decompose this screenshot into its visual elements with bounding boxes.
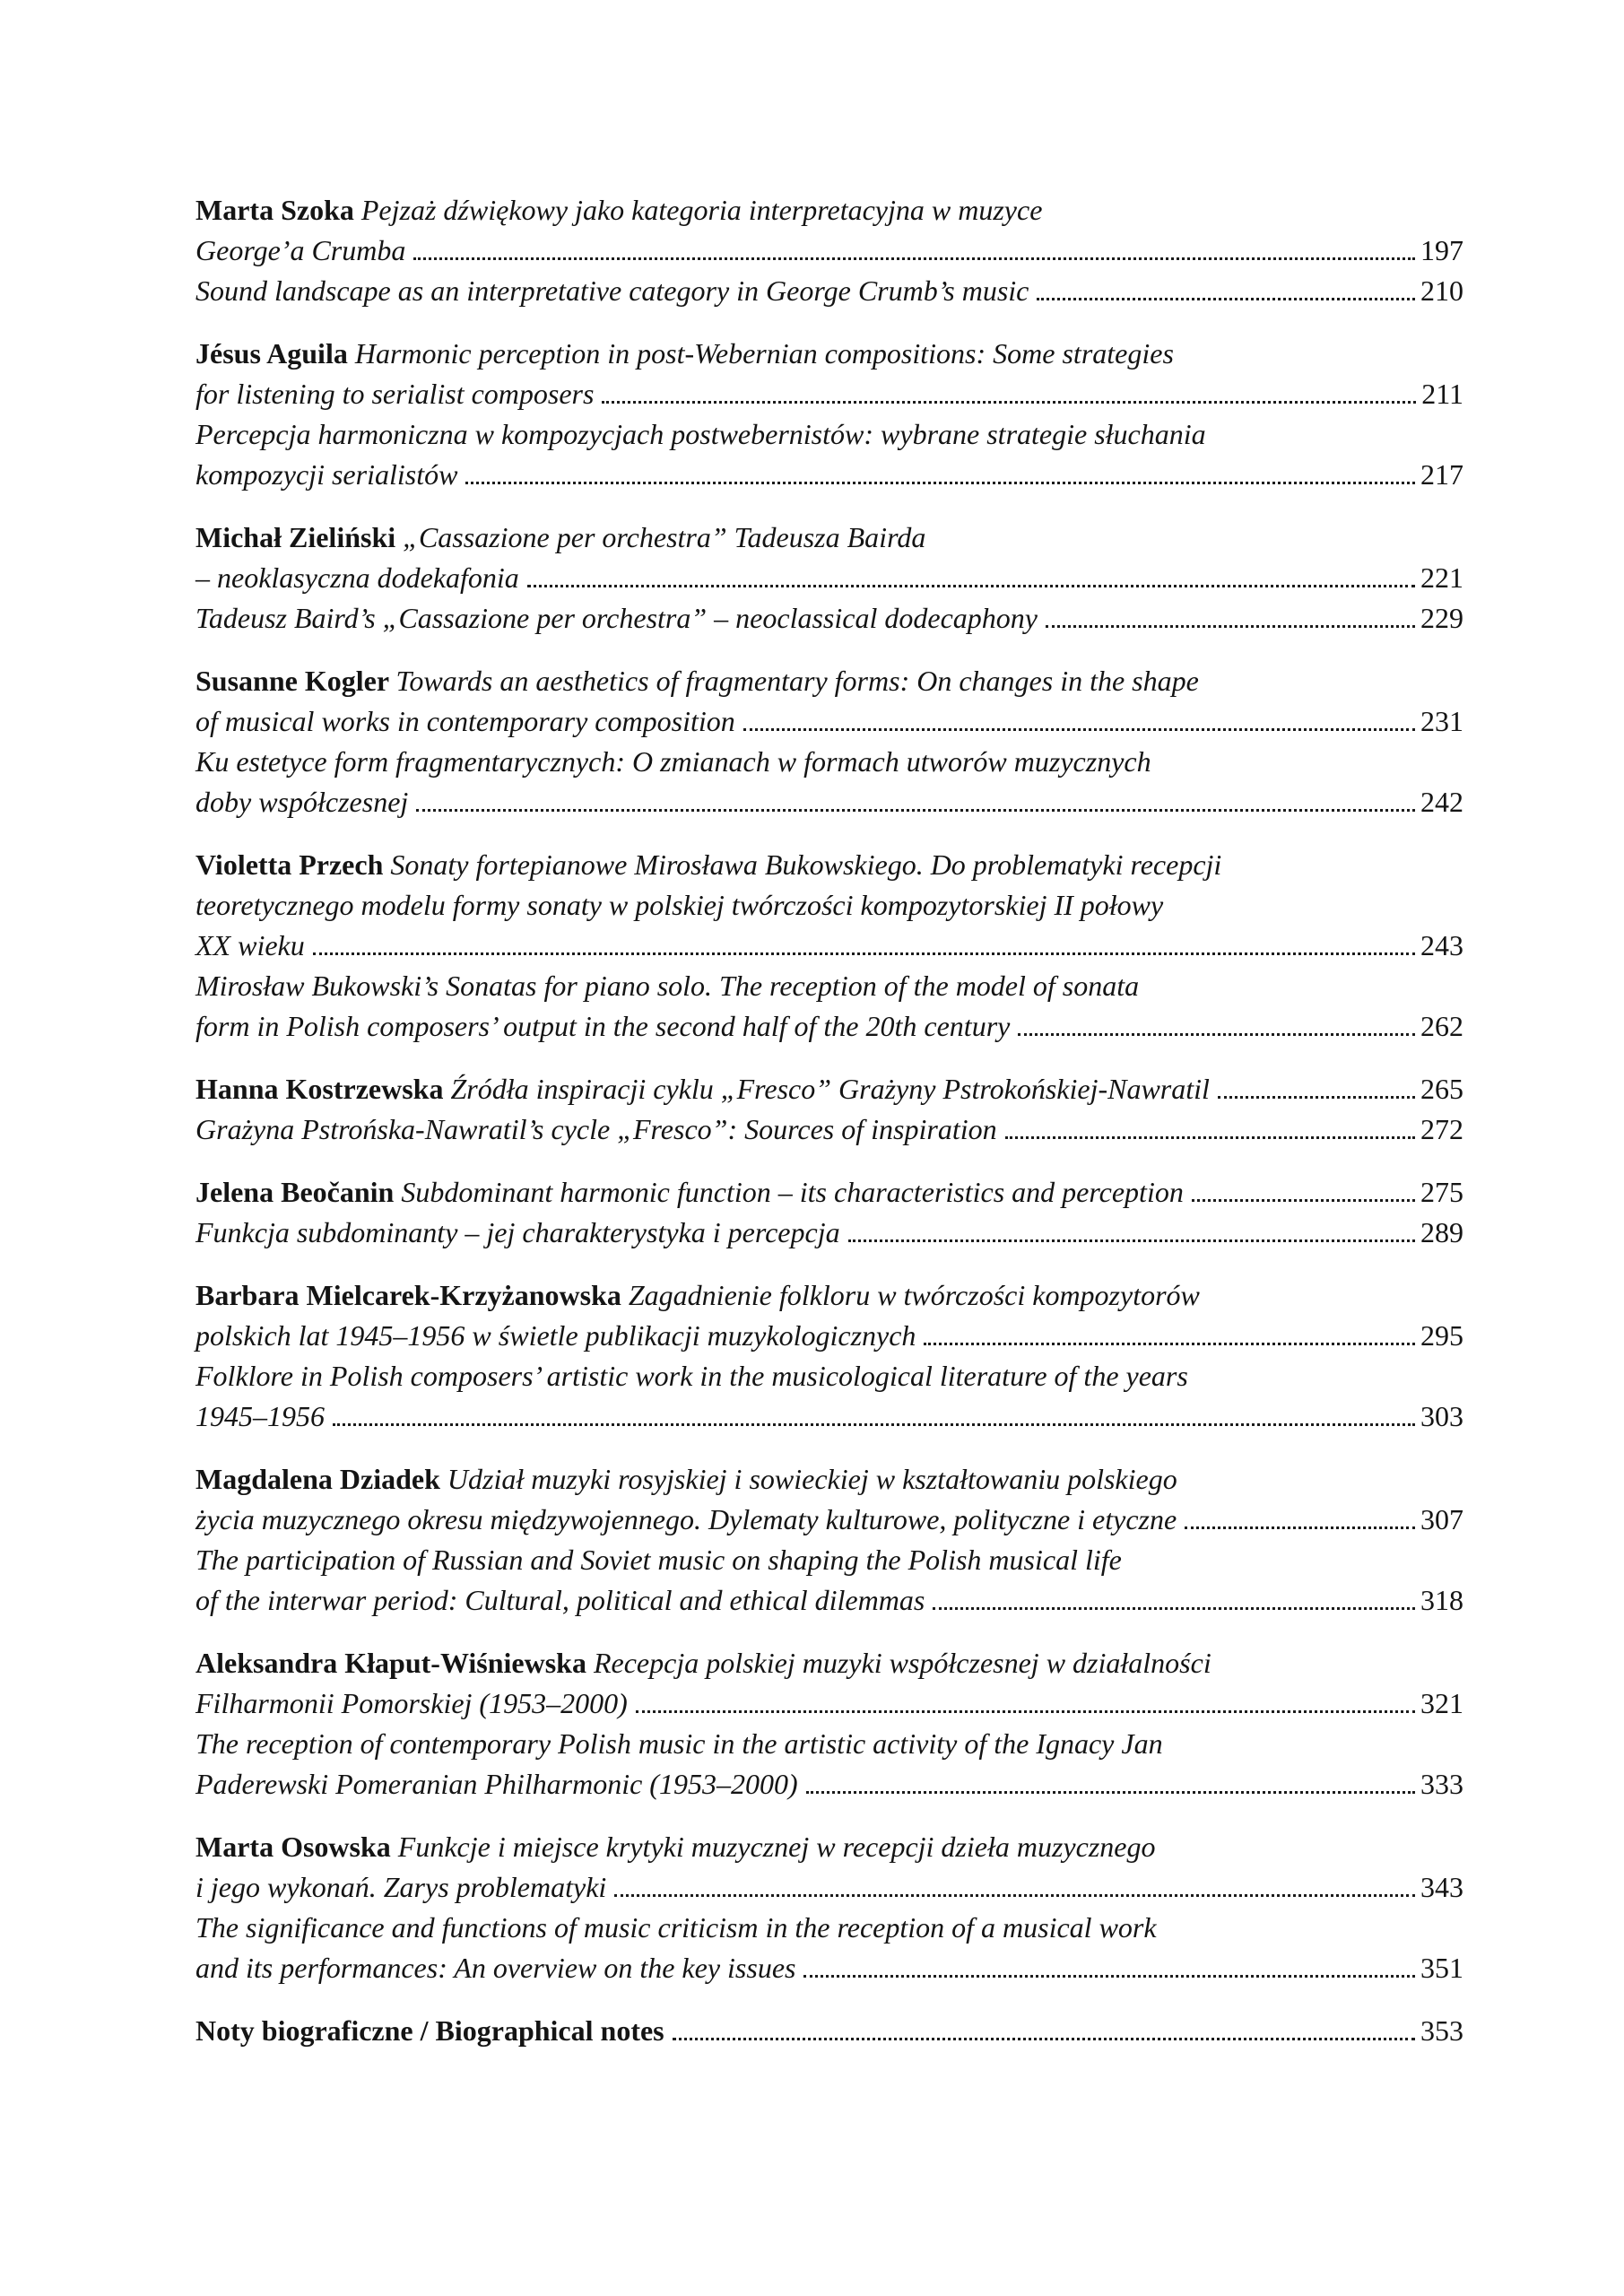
title-text: Percepcja harmoniczna w kompozycjach postwebernistów: wybrane strategie słuchania <box>195 418 1206 450</box>
toc-line <box>195 455 1463 495</box>
title-text: for listening to serialist composers <box>195 378 595 410</box>
page-number: 229 <box>1420 602 1463 634</box>
title-text: XX wieku <box>195 929 305 961</box>
toc-line <box>195 966 1463 1006</box>
dot-leader <box>1046 625 1415 628</box>
toc-line-text <box>195 1172 1184 1213</box>
dot-leader <box>465 482 1415 484</box>
toc-line <box>195 1213 1463 1253</box>
dot-leader <box>416 809 1415 812</box>
page-number: 265 <box>1420 1073 1463 1105</box>
toc-line-text <box>195 1827 1155 1867</box>
author-name: Violetta Przech <box>195 848 391 881</box>
toc-line <box>195 1540 1463 1580</box>
title-text: The reception of contemporary Polish music in the artistic activity of the Ignacy Jan <box>195 1727 1163 1760</box>
toc-line <box>195 885 1463 926</box>
title-text: kompozycji serialistów <box>195 458 458 491</box>
toc-line-text <box>195 1540 1122 1580</box>
toc-line-text <box>195 1908 1157 1948</box>
dot-leader <box>602 401 1416 404</box>
toc-entry <box>195 661 1463 822</box>
author-name: Barbara Mielcarek-Krzyżanowska <box>195 1279 629 1311</box>
toc-line-text <box>195 1459 1177 1500</box>
title-text: Harmonic perception in post-Webernian compositions: Some strategies <box>354 337 1174 370</box>
toc-line-text <box>195 1069 1210 1109</box>
title-text: and its performances: An overview on the key issues <box>195 1952 796 1984</box>
toc-line-text <box>195 558 519 598</box>
toc-line <box>195 1948 1463 1988</box>
page-number: 343 <box>1420 1871 1463 1903</box>
toc-line-text <box>195 1683 628 1724</box>
title-text: Źródła inspiracji cyklu „Fresco” Grażyny Pstrokońskiej-Nawratil <box>450 1073 1210 1105</box>
toc-entry <box>195 517 1463 639</box>
dot-leader <box>1018 1033 1415 1036</box>
toc-line-text <box>195 1500 1177 1540</box>
toc-line <box>195 742 1463 782</box>
dot-leader <box>413 257 1415 260</box>
toc-line <box>195 558 1463 598</box>
title-text: Paderewski Pomeranian Philharmonic (1953–2000) <box>195 1768 798 1800</box>
toc-line <box>195 1109 1463 1150</box>
toc-line <box>195 271 1463 311</box>
title-text: doby współczesnej <box>195 786 409 818</box>
toc-entry <box>195 1827 1463 1988</box>
title-text: Filharmonii Pomorskiej (1953–2000) <box>195 1687 628 1719</box>
page-number: 243 <box>1420 929 1463 961</box>
dot-leader <box>1037 298 1415 300</box>
toc-line-text <box>195 701 735 742</box>
dot-leader <box>614 1894 1415 1897</box>
title-text: Udział muzyki rosyjskiej i sowieckiej w kształtowaniu polskiego <box>447 1463 1177 1495</box>
toc-entry <box>195 1172 1463 1253</box>
dot-leader <box>924 1343 1415 1345</box>
toc-line-text <box>195 926 305 966</box>
author-name: Michał Zieliński <box>195 521 404 553</box>
toc-line <box>195 1396 1463 1437</box>
title-text: form in Polish composers’ output in the second half of the 20th century <box>195 1010 1011 1042</box>
dot-leader <box>333 1423 1415 1426</box>
toc-entry <box>195 1459 1463 1621</box>
toc-line <box>195 1356 1463 1396</box>
toc-line-text <box>195 414 1206 455</box>
toc-line <box>195 1275 1463 1316</box>
toc-line-text <box>195 1109 997 1150</box>
toc-line <box>195 598 1463 639</box>
title-text: Subdominant harmonic function – its characteristics and perception <box>401 1176 1184 1208</box>
dot-leader <box>313 952 1415 955</box>
toc-line <box>195 1643 1463 1683</box>
title-text: Ku estetyce form fragmentarycznych: O zmianach w formach utworów muzycznych <box>195 745 1151 778</box>
author-name: Marta Szoka <box>195 194 361 226</box>
toc-entry <box>195 190 1463 311</box>
toc-line-text <box>195 1724 1163 1764</box>
page-number: 272 <box>1420 1113 1463 1145</box>
toc-line-text <box>195 334 1174 374</box>
title-text: Funkcja subdominanty – jej charakterystyka i percepcja <box>195 1216 840 1248</box>
toc-line <box>195 1580 1463 1621</box>
toc-line <box>195 926 1463 966</box>
toc-entry <box>195 334 1463 495</box>
title-text: Sound landscape as an interpretative category in George Crumb’s music <box>195 274 1029 307</box>
title-text: Mirosław Bukowski’s Sonatas for piano solo. The reception of the model of sonata <box>195 970 1140 1002</box>
toc-line <box>195 517 1463 558</box>
title-text: Pejzaż dźwiękowy jako kategoria interpretacyjna w muzyce <box>360 194 1043 226</box>
toc-line-text <box>195 782 408 822</box>
toc-line-text <box>195 230 405 271</box>
page-number: 289 <box>1420 1216 1463 1248</box>
toc-line <box>195 845 1463 885</box>
title-text: teoretycznego modelu formy sonaty w polskiej twórczości kompozytorskiej II połowy <box>195 889 1164 921</box>
title-text: – neoklasyczna dodekafonia <box>195 561 519 594</box>
toc-line <box>195 230 1463 271</box>
toc-line-text <box>195 1316 916 1356</box>
toc-line-text <box>195 1396 325 1437</box>
toc-line-text <box>195 190 1042 230</box>
page-number: 242 <box>1420 786 1463 818</box>
title-text: Funkcje i miejsce krytyki muzycznej w recepcji dzieła muzycznego <box>397 1831 1156 1863</box>
toc-entry <box>195 1275 1463 1437</box>
page-number: 221 <box>1420 561 1463 594</box>
page-number: 262 <box>1420 1010 1463 1042</box>
title-text: życia muzycznego okresu międzywojennego. Dylematy kulturowe, polityczne i etyczne <box>195 1503 1177 1535</box>
title-text: i jego wykonań. Zarys problematyki <box>195 1871 607 1903</box>
toc-line-text <box>195 1275 1200 1316</box>
dot-leader <box>933 1607 1415 1610</box>
toc-line <box>195 414 1463 455</box>
page-number: 275 <box>1420 1176 1463 1208</box>
toc-line <box>195 1724 1463 1764</box>
toc-line-text <box>195 271 1029 311</box>
toc-line-text <box>195 598 1038 639</box>
toc-line <box>195 782 1463 822</box>
toc-line <box>195 190 1463 230</box>
title-text: of musical works in contemporary composition <box>195 705 735 737</box>
toc-entry <box>195 1643 1463 1805</box>
title-text: Grażyna Pstrońska-Nawratil’s cycle „Fresco”: Sources of inspiration <box>195 1113 997 1145</box>
dot-leader <box>527 585 1415 587</box>
toc-line-text <box>195 966 1139 1006</box>
toc-line-text <box>195 885 1163 926</box>
page-number: 307 <box>1420 1503 1463 1535</box>
toc-line-text <box>195 1867 606 1908</box>
dot-leader <box>848 1239 1415 1242</box>
title-text: Zagadnienie folkloru w twórczości kompozytorów <box>628 1279 1200 1311</box>
title-text: polskich lat 1945–1956 w świetle publikacji muzykologicznych <box>195 1319 916 1352</box>
toc-line-text <box>195 845 1221 885</box>
toc-line-text <box>195 661 1199 701</box>
toc-line-text <box>195 517 925 558</box>
dot-leader <box>1185 1526 1415 1529</box>
toc-line <box>195 2011 1463 2051</box>
page-number: 318 <box>1420 1584 1463 1616</box>
toc-line-text <box>195 374 594 414</box>
page-number: 353 <box>1420 2014 1463 2047</box>
toc-line-text <box>195 1764 798 1805</box>
title-text: George’a Crumba <box>195 234 406 266</box>
author-name: Jésus Aguila <box>195 337 355 370</box>
toc-line <box>195 661 1463 701</box>
dot-leader <box>673 2038 1415 2040</box>
toc-line <box>195 1172 1463 1213</box>
title-text: The participation of Russian and Soviet music on shaping the Polish musical life <box>195 1544 1122 1576</box>
page-number: 321 <box>1420 1687 1463 1719</box>
toc-line <box>195 1764 1463 1805</box>
author-name: Susanne Kogler <box>195 665 396 697</box>
toc-line <box>195 374 1463 414</box>
toc-line-text <box>195 1948 795 1988</box>
title-text: The significance and functions of music criticism in the reception of a musical work <box>195 1911 1157 1944</box>
toc-line-text <box>195 1006 1010 1047</box>
page-number: 333 <box>1420 1768 1463 1800</box>
author-name: Hanna Kostrzewska <box>195 1073 451 1105</box>
toc-line <box>195 1316 1463 1356</box>
dot-leader <box>1218 1096 1415 1099</box>
dot-leader <box>1192 1199 1415 1202</box>
page-number: 211 <box>1421 378 1463 410</box>
dot-leader <box>806 1791 1415 1794</box>
toc-line-text <box>195 455 457 495</box>
author-name: Magdalena Dziadek <box>195 1463 447 1495</box>
toc-line <box>195 1908 1463 1948</box>
author-name: Aleksandra Kłaput-Wiśniewska <box>195 1647 594 1679</box>
toc-entry <box>195 2011 1463 2051</box>
page-number: 303 <box>1420 1400 1463 1432</box>
table-of-contents <box>195 190 1463 2074</box>
page-number: 295 <box>1420 1319 1463 1352</box>
toc-line-text <box>195 1356 1188 1396</box>
title-text: Recepcja polskiej muzyki współczesnej w działalności <box>593 1647 1211 1679</box>
toc-line-text <box>195 2011 664 2051</box>
page-number: 351 <box>1420 1952 1463 1984</box>
title-text: Towards an aesthetics of fragmentary forms: On changes in the shape <box>395 665 1199 697</box>
page-number: 197 <box>1420 234 1463 266</box>
toc-entry <box>195 845 1463 1047</box>
dot-leader <box>1005 1136 1415 1139</box>
title-text: of the interwar period: Cultural, political and ethical dilemmas <box>195 1584 925 1616</box>
page-number: 210 <box>1420 274 1463 307</box>
page-number: 217 <box>1420 458 1463 491</box>
author-name: Jelena Beočanin <box>195 1176 402 1208</box>
toc-line <box>195 1683 1463 1724</box>
toc-line <box>195 1827 1463 1867</box>
author-name: Noty biograficzne / Biographical notes <box>195 2014 664 2047</box>
title-text: 1945–1956 <box>195 1400 325 1432</box>
title-text: „Cassazione per orchestra” Tadeusza Bairda <box>403 521 926 553</box>
toc-line <box>195 1867 1463 1908</box>
page-number: 231 <box>1420 705 1463 737</box>
toc-line-text <box>195 742 1151 782</box>
title-text: Sonaty fortepianowe Mirosława Bukowskiego. Do problematyki recepcji <box>390 848 1222 881</box>
toc-line-text <box>195 1213 840 1253</box>
author-name: Marta Osowska <box>195 1831 398 1863</box>
dot-leader <box>636 1710 1415 1713</box>
toc-line <box>195 1069 1463 1109</box>
toc-entry <box>195 1069 1463 1150</box>
dot-leader <box>803 1975 1415 1978</box>
dot-leader <box>743 728 1415 731</box>
toc-line <box>195 1006 1463 1047</box>
toc-line-text <box>195 1643 1211 1683</box>
title-text: Folklore in Polish composers’ artistic work in the musicological literature of the years <box>195 1360 1188 1392</box>
toc-line-text <box>195 1580 925 1621</box>
toc-line <box>195 1459 1463 1500</box>
toc-line <box>195 334 1463 374</box>
toc-line <box>195 701 1463 742</box>
toc-line <box>195 1500 1463 1540</box>
title-text: Tadeusz Baird’s „Cassazione per orchestra” – neoclassical dodecaphony <box>195 602 1038 634</box>
